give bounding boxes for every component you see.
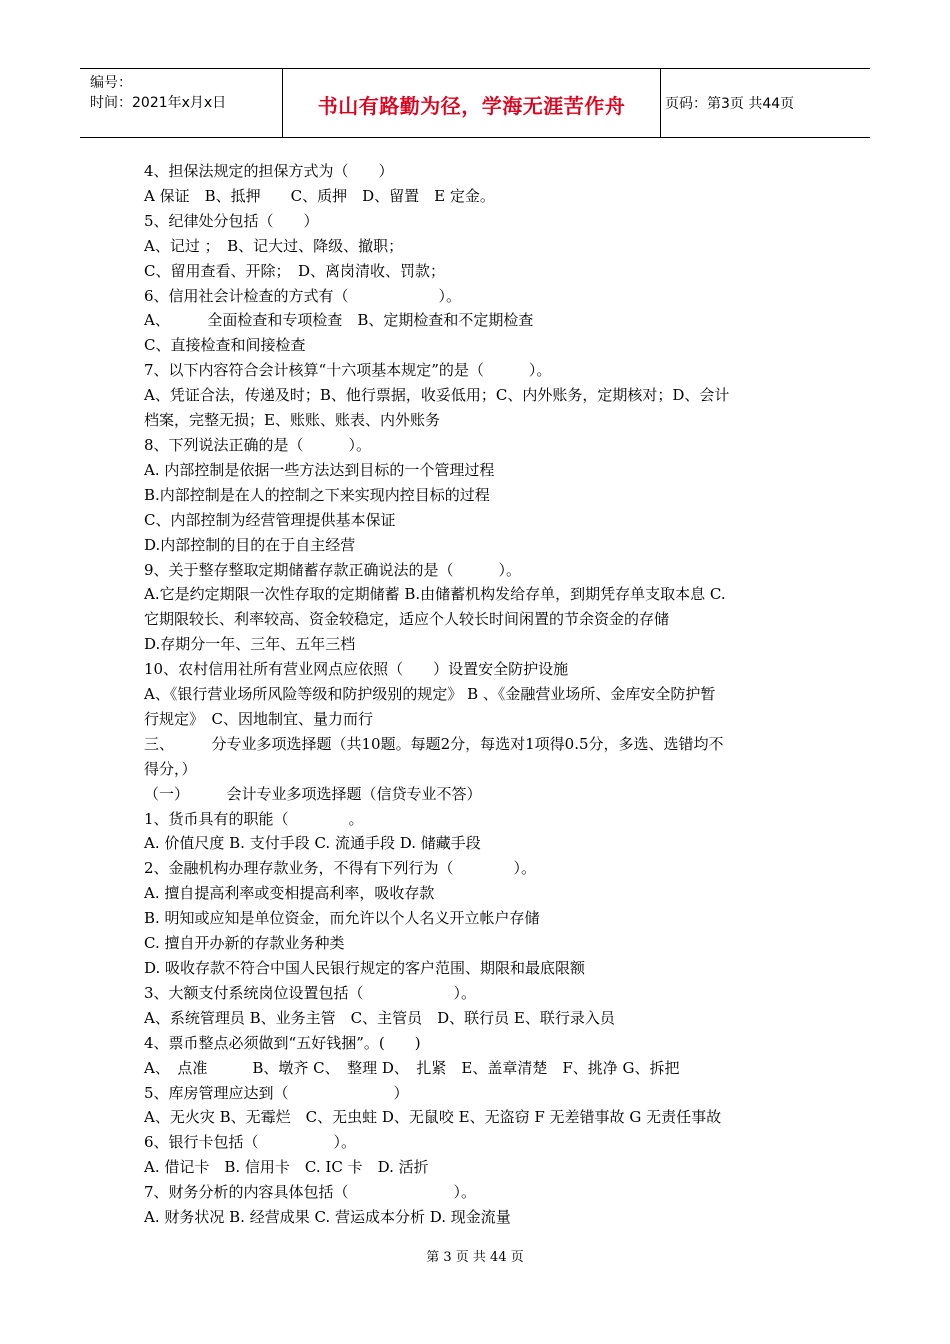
text-line: 三、 分专业多项选择题（共10题。每题2分，每选对1项得0.5分，多选、选错均不 (144, 734, 724, 753)
text-line: D.内部控制的目的在于自主经营 (144, 535, 356, 554)
text-line: C、内部控制为经营管理提供基本保证 (144, 510, 396, 529)
text-line: 9、关于整存整取定期储蓄存款正确说法的是（ ）。 (144, 560, 522, 579)
text-line: （一） 会计专业多项选择题（信贷专业不答） (144, 784, 482, 803)
text-line: D. 吸收存款不符合中国人民银行规定的客户范围、期限和最底限额 (144, 959, 586, 977)
text-line: C. 擅自开办新的存款业务种类 (144, 934, 345, 953)
text-line: 行规定》 C、因地制宜、量力而行 (144, 709, 373, 728)
text-line: 3、大额支付系统岗位设置包括（ ）。 (144, 983, 477, 1002)
header-motto: 书山有路勤为径，学海无涯苦作舟 (317, 93, 626, 118)
text-line: A. 擅自提高利率或变相提高利率，吸收存款 (144, 884, 435, 903)
text-line: 7、财务分析的内容具体包括（ ）。 (144, 1183, 477, 1202)
page-header (80, 68, 870, 138)
document-body (144, 159, 808, 1230)
text-line: B.内部控制是在人的控制之下来实现内控目标的过程 (144, 485, 490, 504)
text-line: 7、以下内容符合会计核算“十六项基本规定”的是（ ）。 (144, 361, 552, 380)
text-line: B. 明知或应知是单位资金，而允许以个人名义开立帐户存储 (144, 909, 540, 928)
text-line: 4、担保法规定的担保方式为（ ） (144, 162, 394, 180)
header-page-cell (661, 69, 870, 137)
page-footer: 第 3 页 共 44 页 (426, 1250, 524, 1265)
document-date-label: 时间：2021年x月x日 (90, 95, 227, 111)
text-line: 6、信用社会计检查的方式有（ ）。 (144, 286, 462, 305)
text-line: A. 价值尺度 B. 支付手段 C. 流通手段 D. 储藏手段 (144, 834, 481, 853)
document-number-label: 编号： (90, 75, 132, 91)
text-line: A 保证 B、抵押 C、质押 D、留置 E 定金。 (144, 186, 495, 205)
text-line: C、直接检查和间接检查 (144, 336, 306, 355)
text-line: A、无火灾 B、无霉烂 C、无虫蛀 D、无鼠咬 E、无盗窃 F 无差错事故 G 无责任事故 (144, 1108, 722, 1127)
text-line: 5、库房管理应达到（ ） (144, 1083, 409, 1102)
text-line: A. 财务状况 B. 经营成果 C. 营运成本分析 D. 现金流量 (144, 1208, 511, 1227)
text-line: 档案，完整无损；E、账账、账表、内外账务 (144, 411, 440, 430)
text-line: 6、银行卡包括（ ）。 (144, 1133, 357, 1152)
text-line: 4、票币整点必须做到“五好钱捆”。( ) (144, 1033, 421, 1052)
text-line: 它期限较长、利率较高、资金较稳定，适应个人较长时间闲置的节余资金的存储 (144, 610, 670, 629)
text-line: 1、货币具有的职能（ 。 (144, 809, 364, 828)
text-line: 8、下列说法正确的是（ ）。 (144, 435, 372, 454)
text-line: A、 全面检查和专项检查 B、定期检查和不定期检查 (144, 311, 534, 330)
text-line: A、凭证合法，传递及时；B、他行票据，收妥低用；C、内外账务，定期核对；D、会计 (144, 386, 730, 405)
text-line: 5、纪律处分包括（ ） (144, 211, 319, 230)
text-line: D.存期分一年、三年、五年三档 (144, 635, 356, 654)
header-page-label: 页码：第3页 共44页 (665, 96, 795, 112)
text-line: A、系统管理员 B、业务主管 C、主管员 D、联行员 E、联行录入员 (144, 1008, 615, 1027)
text-line: C、留用查看、开除； D、离岗清收、罚款； (144, 261, 446, 280)
text-line: 得分，） (144, 759, 197, 778)
text-line: A.它是约定期限一次性存取的定期储蓄 B.由储蓄机构发给存单，到期凭存单支取本息 C. (144, 585, 726, 604)
text-line: 10、农村信用社所有营业网点应依照（ ）设置安全防护设施 (144, 660, 569, 679)
header-meta (80, 69, 283, 137)
text-line: A. 内部控制是依据一些方法达到目标的一个管理过程 (144, 460, 495, 479)
header-motto-cell (283, 69, 661, 137)
text-line: A、记过 ； B、记大过、降级、撤职； (144, 236, 404, 255)
text-line: A、 点准 B、墩齐 C、 整理 D、 扎紧 E、盖章清楚 F、挑净 G、拆把 (144, 1058, 680, 1077)
text-line: A. 借记卡 B. 信用卡 C. IC 卡 D. 活折 (144, 1158, 429, 1177)
text-line: 2、金融机构办理存款业务，不得有下列行为（ ）。 (144, 859, 537, 878)
text-line: A、《银行营业场所风险等级和防护级别的规定》 B 、《金融营业场所、金库安全防护暂 (144, 685, 716, 704)
